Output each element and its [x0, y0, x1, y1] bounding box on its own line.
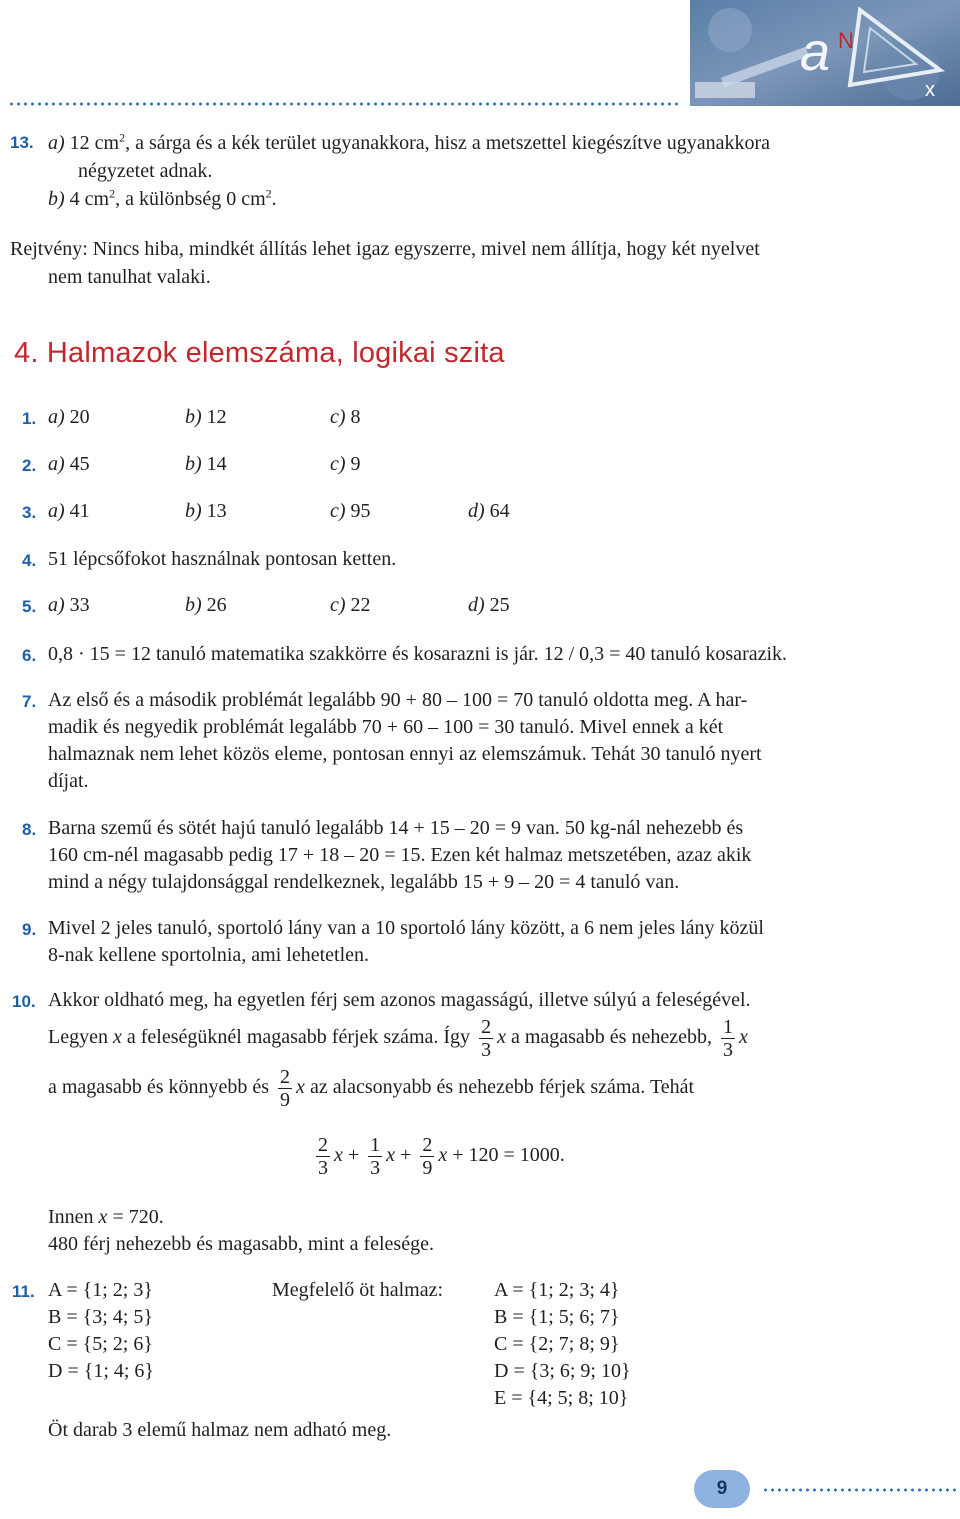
answer-10-line-3: a magasabb és könnyebb és $\frac{2}{9}$ x az alacsonyabb és nehezebb férjek száma. Tehát	[48, 1066, 695, 1111]
puzzle-line-2: nem tanulhat valaki.	[48, 266, 211, 288]
answer-5-c: c) 22	[330, 594, 371, 616]
fraction-two-ninths: $\frac{2}{9}$	[280, 1066, 291, 1111]
answer-9-line-2: 8-nak kellene sportolnia, ami lehetetlen.	[48, 944, 369, 966]
svg-text:N: N	[838, 28, 854, 53]
answer-number-5: 5.	[22, 597, 37, 616]
chapter-logo-image	[690, 0, 960, 106]
set-right-c: C = {2; 7; 8; 9}	[494, 1333, 620, 1355]
answer-10-equation: $\frac{2}{3}$ x + $\frac{1}{3}$ x + $\frac{2}{9}$ x + 120 = 1000.	[318, 1134, 565, 1179]
answer-5-d: d) 25	[468, 594, 510, 616]
answer-6-text: 0,8 · 15 = 12 tanuló matematika szakkörre és kosarazni is jár. 12 / 0,3 = 40 tanuló kosarazik.	[48, 643, 788, 665]
problem-13-a: a) 12 $cm^2$, a sárga és a kék terület ugyanakkora, hisz a metszettel kiegészítve ugyanakkora	[48, 130, 771, 154]
answer-3-d: d) 64	[468, 500, 510, 522]
section-title: 4. Halmazok elemszáma, logikai szita	[14, 337, 505, 369]
footer-dotted-rule	[762, 1488, 960, 1492]
set-right-b: B = {1; 5; 6; 7}	[494, 1306, 620, 1328]
label-a: a)	[48, 132, 65, 154]
problem-number-13: 13.	[10, 133, 34, 152]
set-right-a: A = {1; 2; 3; 4}	[494, 1279, 620, 1301]
answer-2-b: b) 14	[185, 453, 227, 475]
sets-label: Megfelelő öt halmaz:	[272, 1279, 444, 1301]
svg-text:x: x	[925, 79, 935, 101]
answer-7-line-3: halmaznak nem lehet közös eleme, pontosan ennyi az elemszámuk. Tehát 30 tanuló nyert	[48, 743, 762, 765]
answer-8-line-3: mind a négy tulajdonsággal rendelkeznek, legalább 15 + 9 – 20 = 4 tanuló van.	[48, 871, 680, 893]
puzzle-line-1: Rejtvény: Nincs hiba, mindkét állítás lehet igaz egyszerre, mivel nem állítja, hogy két nyelvet	[10, 238, 760, 260]
answer-number-2: 2.	[22, 456, 37, 475]
answer-1-b: b) 12	[185, 406, 227, 428]
answer-number-6: 6.	[22, 646, 37, 665]
answer-3-a: a) 41	[48, 500, 90, 522]
set-left-a: A = {1; 2; 3}	[48, 1279, 153, 1301]
set-right-e: E = {4; 5; 8; 10}	[494, 1387, 629, 1409]
label-b: b)	[48, 188, 65, 210]
answer-1-c: c) 8	[330, 406, 361, 428]
answer-2-c: c) 9	[330, 453, 361, 475]
problem-13-a-cont: négyzetet adnak.	[78, 160, 213, 182]
set-left-d: D = {1; 4; 6}	[48, 1360, 155, 1382]
answer-1-a: a) 20	[48, 406, 90, 428]
answer-number-4: 4.	[22, 551, 37, 570]
answer-5-a: a) 33	[48, 594, 90, 616]
answer-10-solution: Innen x = 720.	[48, 1206, 164, 1228]
answer-5-b: b) 26	[185, 594, 227, 616]
answer-4-text: 51 lépcsőfokot használnak pontosan ketten.	[48, 548, 397, 570]
answer-8-line-2: 160 cm-nél magasabb pedig 17 + 18 – 20 = 15. Ezen két halmaz metszetében, azaz akik	[48, 844, 752, 866]
answer-number-8: 8.	[22, 820, 37, 839]
answer-8-line-1: Barna szemű és sötét hajú tanuló legalább 14 + 15 – 20 = 9 van. 50 kg-nál nehezebb és	[48, 817, 744, 839]
answer-number-9: 9.	[22, 920, 37, 939]
answer-3-c: c) 95	[330, 500, 371, 522]
answer-7-line-4: díjat.	[48, 770, 89, 792]
answer-number-1: 1.	[22, 409, 37, 428]
answer-7-line-1: Az első és a második problémát legalább 90 + 80 – 100 = 70 tanuló oldotta meg. A har-	[48, 689, 748, 711]
answer-9-line-1: Mivel 2 jeles tanuló, sportoló lány van a 10 sportoló lány között, a 6 nem jeles lány közül	[48, 917, 764, 939]
answer-2-a: a) 45	[48, 453, 90, 475]
logo-letter: a	[800, 22, 831, 82]
fraction-two-thirds: $\frac{2}{3}$	[481, 1016, 492, 1061]
answer-7-line-2: madik és negyedik problémát legalább 70 + 60 – 100 = 30 tanuló. Mivel ennek a két	[48, 716, 724, 738]
answer-10-conclusion: 480 férj nehezebb és magasabb, mint a felesége.	[48, 1233, 434, 1255]
answer-10-line-1: Akkor oldható meg, ha egyetlen férj sem azonos magasságú, illetve súlyú a feleségével.	[48, 989, 751, 1011]
answer-number-11: 11.	[12, 1282, 35, 1301]
answer-11-note: Öt darab 3 elemű halmaz nem adható meg.	[48, 1419, 392, 1441]
set-right-d: D = {3; 6; 9; 10}	[494, 1360, 631, 1382]
page-number: 9	[694, 1470, 750, 1508]
answer-number-3: 3.	[22, 503, 37, 522]
fraction-one-third: $\frac{1}{3}$	[722, 1016, 733, 1061]
answer-number-7: 7.	[22, 692, 37, 711]
answer-number-10: 10.	[12, 992, 36, 1011]
set-left-b: B = {3; 4; 5}	[48, 1306, 153, 1328]
header-dotted-rule	[8, 102, 680, 106]
answer-3-b: b) 13	[185, 500, 227, 522]
answer-10-line-2: Legyen x a feleségüknél magasabb férjek száma. Így $\frac{2}{3}$ x a magasabb és nehezebb, $\frac{1}{3}$ x	[48, 1016, 748, 1061]
set-left-c: C = {5; 2; 6}	[48, 1333, 153, 1355]
problem-13-b: b) 4 $cm^2$, a különbség 0 $cm^2$.	[48, 186, 277, 210]
